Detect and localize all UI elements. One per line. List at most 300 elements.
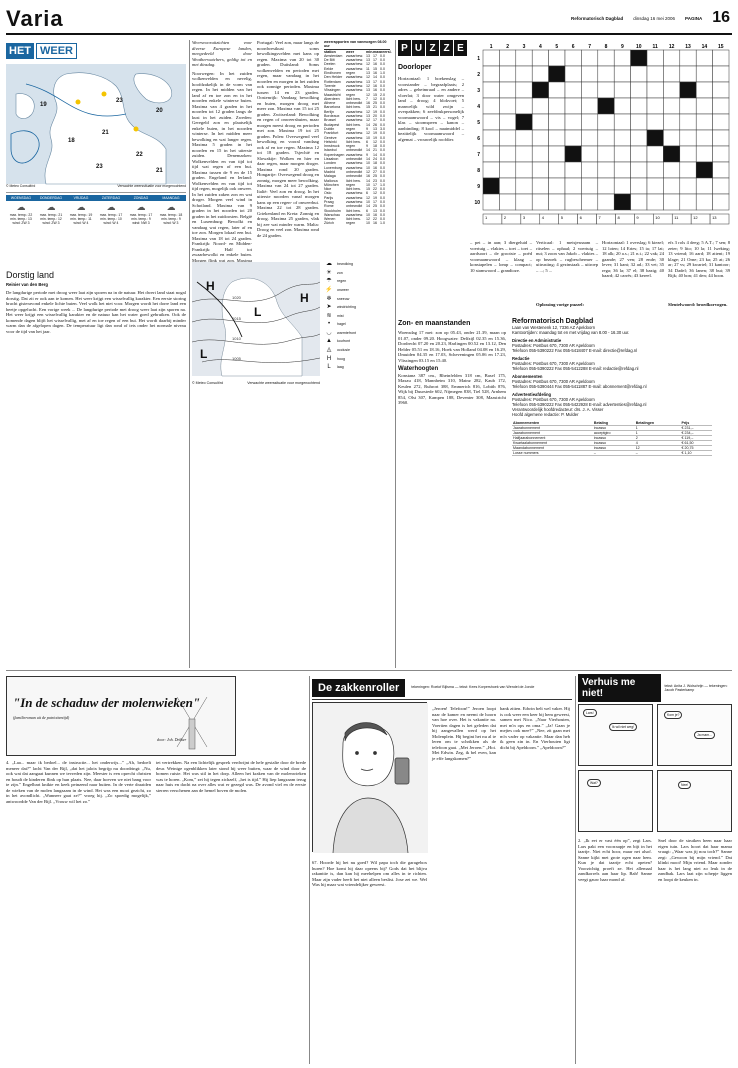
grid-row-number: 10 <box>474 200 480 206</box>
grid-cell[interactable] <box>598 114 614 130</box>
table-cell: licht bew. <box>346 96 361 101</box>
grid-cell[interactable] <box>614 82 630 98</box>
grid-cell[interactable] <box>696 66 712 82</box>
table-title: weerrapporten van vanmorgen 08.00 uur <box>324 40 390 50</box>
grid-cell[interactable] <box>680 66 696 82</box>
isobar-label: 1015 <box>232 316 241 321</box>
table-cell: zwaarbew. <box>346 53 363 58</box>
grid-cell[interactable] <box>581 130 597 146</box>
grid-cell[interactable] <box>565 130 581 146</box>
grid-cell[interactable] <box>516 178 532 194</box>
grid-cell[interactable] <box>581 50 597 66</box>
grid-cell[interactable] <box>549 50 565 66</box>
isobar-label: 1010 <box>232 336 241 341</box>
grid-row-number: 1 <box>477 56 480 62</box>
table-cell: 12 <box>366 118 370 123</box>
grid-cell[interactable] <box>696 178 712 194</box>
sun-moon-text: Woensdag 17 mei: zon op 05.43, onder 21.39, maan op 01.07, onder 09.20. Hoogwater: Delfzijl 02.35 en 15.36, Dordrecht 07.20 en 20.23, Harlingen 00.52 en 13.12, Den Helder 05.51 en 18.16, Hoek van Holland 04.08 en 16.29, IJmuiden 04.35 en 17.03, Scheveningen 05.06 en 17.23, Vlissingen 03.15 en 15.40. <box>398 330 506 363</box>
grid-cell[interactable] <box>614 162 630 178</box>
table-cell: € 1,10 <box>681 451 713 456</box>
speech-bubble: Ik wil niet weg! <box>609 723 637 731</box>
colophon-line: Postadres: Postbus 670, 7300 AR Apeldoorn <box>512 397 595 402</box>
grid-cell[interactable] <box>598 146 614 162</box>
grid-cell[interactable] <box>696 130 712 146</box>
legend-symbol-icon: ☂ <box>326 278 332 285</box>
grid-cell[interactable] <box>549 178 565 194</box>
grid-cell[interactable] <box>499 98 515 114</box>
grid-cell[interactable] <box>713 130 729 146</box>
table-cell: 14 <box>366 178 370 183</box>
grid-cell[interactable] <box>713 178 729 194</box>
grid-cell[interactable] <box>631 114 647 130</box>
table-cell: 0.0 <box>380 161 385 166</box>
grid-cell[interactable] <box>565 66 581 82</box>
legend-label: onweer <box>337 287 349 292</box>
grid-cell[interactable] <box>549 146 565 162</box>
table-cell: 18 <box>373 144 377 149</box>
table-cell: zwaarbew. <box>346 58 363 63</box>
grid-cell[interactable] <box>565 114 581 130</box>
grid-cell[interactable] <box>696 50 712 66</box>
table-cell: licht bew. <box>346 139 361 144</box>
grid-cell[interactable] <box>614 178 630 194</box>
colophon-line: Abonnementen <box>512 374 543 379</box>
grid-cell[interactable] <box>647 146 663 162</box>
table-cell: 10 <box>366 199 370 204</box>
grid-cell[interactable] <box>598 50 614 66</box>
table-cell: Amsterdam <box>324 53 343 58</box>
table-cell: 16 <box>373 71 377 76</box>
grid-cell[interactable] <box>516 50 532 66</box>
grid-cell[interactable] <box>581 194 597 210</box>
table-cell: 12 <box>366 92 370 97</box>
grid-cell[interactable] <box>499 82 515 98</box>
grid-cell[interactable] <box>598 162 614 178</box>
grid-cell[interactable] <box>647 194 663 210</box>
table-cell: 9 <box>366 144 368 149</box>
grid-cell[interactable] <box>713 162 729 178</box>
grid-cell[interactable] <box>532 146 548 162</box>
grid-cell[interactable] <box>565 162 581 178</box>
grid-cell[interactable] <box>696 146 712 162</box>
grid-cell[interactable] <box>483 82 499 98</box>
table-row <box>324 221 390 225</box>
table-cell: 10 <box>366 212 370 217</box>
legend-label: regen <box>337 279 347 284</box>
table-cell: Deelen <box>324 62 336 67</box>
table-cell: 27 <box>373 169 377 174</box>
solution-cell-number: 4 <box>541 215 545 220</box>
grid-cell[interactable] <box>614 98 630 114</box>
legend-label: zon <box>337 270 343 275</box>
grid-cell[interactable] <box>696 194 712 210</box>
grid-col-number: 1 <box>489 44 493 50</box>
grid-cell[interactable] <box>713 50 729 66</box>
grid-cell[interactable] <box>680 50 696 66</box>
grid-cell[interactable] <box>516 66 532 82</box>
table-cell: licht bew. <box>346 208 361 213</box>
table-cell: zwaarbew. <box>346 195 363 200</box>
grid-cell[interactable] <box>483 194 499 210</box>
grid-cell[interactable] <box>631 98 647 114</box>
forecast-line: max. temp.: 22 <box>9 213 33 217</box>
table-cell: neersl. <box>380 49 392 54</box>
grid-cell[interactable] <box>663 194 679 210</box>
grid-cell[interactable] <box>516 82 532 98</box>
forecast-line: min. temp.: 13 <box>10 217 32 221</box>
grid-cell[interactable] <box>663 50 679 66</box>
grid-col-number: 4 <box>539 44 542 50</box>
grid-cell[interactable] <box>663 178 679 194</box>
grid-cell[interactable] <box>713 114 729 130</box>
grid-cell[interactable] <box>499 50 515 66</box>
clue-column: – pet – in aan; 3 diergeluid – voertuig – vlaktes – toet – toet – aardsoort – de grootste – poëd voornaamwoord – klaag – konstapelen – lomp – compact; 10 stamwoord – grandioze. <box>470 240 532 273</box>
grid-cell[interactable] <box>565 98 581 114</box>
forecast-line: max. temp.: 19 <box>69 213 93 217</box>
grid-cell[interactable] <box>499 178 515 194</box>
table-cell: 17 <box>373 118 377 123</box>
table-cell: regen <box>346 71 356 76</box>
grid-row-number: 8 <box>477 168 480 174</box>
table-cell: 10 <box>366 182 370 187</box>
grid-cell[interactable] <box>499 130 515 146</box>
table-cell: Praag <box>324 199 334 204</box>
grid-cell[interactable] <box>549 162 565 178</box>
table-cell: 0.0 <box>380 208 385 213</box>
grid-cell[interactable] <box>614 194 630 210</box>
grid-cell[interactable] <box>565 146 581 162</box>
grid-cell[interactable] <box>532 162 548 178</box>
table-cell: 0.0 <box>380 79 385 84</box>
grid-cell[interactable] <box>680 82 696 98</box>
forecast-day-name: VRIJDAG <box>66 195 96 201</box>
legend-item <box>324 303 390 312</box>
grid-cell[interactable] <box>614 146 630 162</box>
table-cell: zwaarbew. <box>346 114 363 119</box>
table-cell: onbewolkt <box>346 157 363 162</box>
legend-item <box>324 329 390 338</box>
table-cell: 25 <box>373 174 377 179</box>
puzzle-logo-letter: E <box>454 40 467 56</box>
legend-symbol-icon: • <box>327 321 331 328</box>
grid-cell[interactable] <box>581 98 597 114</box>
grid-cell[interactable] <box>663 162 679 178</box>
grid-cell[interactable] <box>598 178 614 194</box>
table-cell: onbewolkt <box>346 101 363 106</box>
grid-cell[interactable] <box>516 98 532 114</box>
sun-moon-block <box>398 330 506 406</box>
table-cell: 25 <box>373 101 377 106</box>
colophon-line: Laan van Westenenk 12, 7336 AZ Apeldoorn <box>512 325 596 330</box>
table-cell: 12 <box>366 217 370 222</box>
grid-cell[interactable] <box>516 194 532 210</box>
grid-cell[interactable] <box>713 194 729 210</box>
table-cell: 0.0 <box>380 122 385 127</box>
table-cell: 6 <box>366 139 368 144</box>
grid-cell[interactable] <box>483 146 499 162</box>
grid-cell[interactable] <box>713 146 729 162</box>
grid-cell[interactable] <box>483 162 499 178</box>
table-cell: max. <box>373 49 382 54</box>
map-temp: 20 <box>156 108 163 114</box>
weather-legend <box>324 260 390 376</box>
serial-header <box>6 676 236 756</box>
column-text: De langdurige periode met droog weer laat zijn sporen na in de natuur. Het dwert land staat nogal dorstig. Dat zit er ook aan te komen. Het weer krijgt een wisselvallig karakter. Een eerste storing bracht gisteravond enkele lichte buien. Veel wolk het niet voor. Morgen wordt het dorre land een beetje opgelucht. Een vorige week ... De langdurige periode met droog weer laat zijn sporen na. Het weer krijgt een wisselvallig karakter en de natuur kan het water goed gebruiken. Ook de komende dagen blijft het wisselvallig, met af en toe regen of een bui. Het wordt daarbij minder warm dan de afgelopen dagen. De temperatuur ligt dan rond of iets onder het normale niveau voor de tijd van het jaar. <box>6 290 186 334</box>
zakkenroller-illustration <box>312 702 427 852</box>
map-temp: 23 <box>96 164 103 170</box>
grid-cell[interactable] <box>532 114 548 130</box>
grid-cell[interactable] <box>647 114 663 130</box>
grid-cell[interactable] <box>713 66 729 82</box>
table-cell: Luxemburg <box>324 165 342 170</box>
grid-cell[interactable] <box>647 82 663 98</box>
grid-cell[interactable] <box>516 146 532 162</box>
grid-cell[interactable] <box>581 114 597 130</box>
grid-cell[interactable] <box>631 178 647 194</box>
forecast-line: max. temp.: 17 <box>129 213 153 217</box>
zakkenroller-credits: tekeningen: Roelof Bijlsma — tekst: Kees Korpershoek van Wendel de Jonde <box>411 685 535 690</box>
grid-cell[interactable] <box>631 162 647 178</box>
table-cell: 17 <box>373 199 377 204</box>
colophon-line: Telefoon 055-5390444 Fax 055-5411887 E-mail: abonnement@refdag.nl <box>512 384 647 389</box>
grid-cell[interactable] <box>598 194 614 210</box>
grid-cell[interactable] <box>549 66 565 82</box>
grid-cell[interactable] <box>631 50 647 66</box>
grid-row-number: 2 <box>477 72 480 78</box>
colophon-title: Reformatorisch Dagblad <box>512 318 594 325</box>
grid-cell[interactable] <box>696 98 712 114</box>
grid-cell[interactable] <box>614 114 630 130</box>
grid-cell[interactable] <box>680 178 696 194</box>
table-cell: 2.0 <box>380 92 385 97</box>
grid-cell[interactable] <box>598 82 614 98</box>
grid-cell[interactable] <box>516 114 532 130</box>
grid-cell[interactable] <box>696 162 712 178</box>
grid-cell[interactable] <box>614 50 630 66</box>
forecast-line: min. temp.: 9 <box>131 217 151 221</box>
grid-row-number: 3 <box>477 88 480 94</box>
table-cell: 15 <box>366 105 370 110</box>
table-cell: 0.0 <box>380 88 385 93</box>
grid-cell[interactable] <box>614 130 630 146</box>
table-cell: 13 <box>366 58 370 63</box>
grid-cell[interactable] <box>516 130 532 146</box>
grid-cell[interactable] <box>532 178 548 194</box>
grid-cell[interactable] <box>581 66 597 82</box>
solution-cell-number: 6 <box>579 215 582 220</box>
grid-cell[interactable] <box>581 82 597 98</box>
grid-cell[interactable] <box>565 194 581 210</box>
grid-cell[interactable] <box>663 114 679 130</box>
legend-label: warmtefront <box>337 330 356 335</box>
table-cell: 13 <box>366 71 370 76</box>
table-cell: € 61,50 <box>681 441 713 446</box>
legend-label: occlusie <box>337 348 350 353</box>
grid-cell[interactable] <box>499 66 515 82</box>
grid-cell[interactable] <box>483 130 499 146</box>
grid-cell[interactable] <box>647 130 663 146</box>
weather-countries-1: Noorwegen: In het zuiden wolkenvelden en nevelig, hoofdzakelijk in de vorm van regen. In het midden van het land af en toe zon en in het noorden enkele winterse buien. Maxima van 4 graden in het noorden tot 12 graden langs de kust in het zuiden. Zweden: Geregeld zon en plaatselijk enkele buien, in het noorden winterse. In het midden meer bewolking en wat langer regen. Maxima 5 graden in het noorden en 15 in het uiterste zuiden. Denemarken: Wolkenvelden en van tijd tot tijd wat regen of een bui. Maxima tussen de 9 en de 15 graden. Engeland en Ierland: Wolkenvelden en van tijd tot tijd regen, mogelijk ook onweer. In het zuiden zaken zon en wat droger. Morgen veel wind in Schotland. Maxima van 9 graden in het noorden tot 20 graden in het zuidoosten. België en Luxemburg: Bewolkt en vandaag wat regen, later af en toe zon. Morgen lokaal een bui. Maxima van 18 tot 24 graden. Frankrijk: Noord- en Midden-Frankrijk: Half tot zwaarbewolkt en enkele buien. Morgen flink wat zon. Maxima <box>192 70 252 263</box>
zakkenroller-text-col3: bank zitten. Edwin belt wel vaker. Hij is ook weer een keer bij hem geweest, samen met Nico. „Naar Vierhouten, met m'n ops en oma.” „Ja! Gaan je mejtes ook mee?” „Nee, zit gaan met m'n vader op vakantie. Maar dan heb ik geen zin in. En Vierhouten ligt dicht bij Apeldoorn.” „Apeldoorn?” <box>500 706 570 750</box>
table-cell: 16 <box>373 221 377 226</box>
table-cell: 12 <box>366 169 370 174</box>
grid-cell[interactable] <box>581 146 597 162</box>
table-cell: zwaarbew. <box>346 118 363 123</box>
grid-cell[interactable] <box>581 162 597 178</box>
table-cell: acceptgiro <box>593 431 635 436</box>
grid-cell[interactable] <box>549 82 565 98</box>
table-cell: 10 <box>366 135 370 140</box>
grid-cell[interactable] <box>532 82 548 98</box>
grid-cell[interactable] <box>483 98 499 114</box>
colophon-line: Telefoon 055-5390222 Fax 055-5418407 E-mail: directie@refdag.nl <box>512 348 638 353</box>
grid-cell[interactable] <box>499 114 515 130</box>
grid-cell[interactable] <box>696 82 712 98</box>
grid-cell[interactable] <box>565 82 581 98</box>
grid-cell[interactable] <box>532 130 548 146</box>
table-cell: 21 <box>373 148 377 153</box>
cloud-icon: ☁ <box>166 201 176 212</box>
grid-cell[interactable] <box>647 162 663 178</box>
table-cell: 14 <box>366 204 370 209</box>
grid-cell[interactable] <box>680 162 696 178</box>
europe-weather-table <box>324 40 390 252</box>
grid-cell[interactable] <box>647 66 663 82</box>
grid-cell[interactable] <box>631 82 647 98</box>
table-cell: 0.0 <box>380 212 385 217</box>
grid-col-number: 6 <box>571 44 575 50</box>
map-caption <box>6 184 186 188</box>
table-cell: 21 <box>373 105 377 110</box>
grid-cell[interactable] <box>532 66 548 82</box>
table-cell: onbewolkt <box>346 204 363 209</box>
grid-cell[interactable] <box>549 114 565 130</box>
map-temp: 21 <box>102 130 109 136</box>
table-cell: 0.0 <box>380 169 385 174</box>
grid-cell[interactable] <box>549 98 565 114</box>
table-cell: zwaarbew. <box>346 131 363 136</box>
legend-label: sneeuw <box>337 296 350 301</box>
grid-cell[interactable] <box>647 178 663 194</box>
table-cell: zwaarbew. <box>346 212 363 217</box>
grid-cell[interactable] <box>631 130 647 146</box>
grid-cell[interactable] <box>499 194 515 210</box>
grid-cell[interactable] <box>516 162 532 178</box>
grid-cell[interactable] <box>631 194 647 210</box>
table-cell: 13 <box>373 208 377 213</box>
grid-cell[interactable] <box>499 162 515 178</box>
grid-cell[interactable] <box>499 146 515 162</box>
cloud-icon: ☁ <box>76 201 86 212</box>
zakkenroller-title: De zakkenroller <box>312 679 405 697</box>
grid-cell[interactable] <box>663 130 679 146</box>
grid-cell[interactable] <box>565 50 581 66</box>
grid-cell[interactable] <box>598 98 614 114</box>
grid-cell[interactable] <box>483 178 499 194</box>
grid-cell[interactable] <box>647 50 663 66</box>
table-cell: 0.0 <box>380 144 385 149</box>
grid-cell[interactable] <box>713 98 729 114</box>
solution-cell-number: 10 <box>655 215 660 220</box>
table-cell: 22 <box>373 217 377 222</box>
table-cell: € 234,– <box>681 431 713 436</box>
weather-intro: Weersvooruitzichten voor diverse Europese landen, meegedeeld door Weatherwatchers, geldig tot en met dinsdag. <box>192 40 252 67</box>
table-cell: 12 <box>373 191 377 196</box>
cloud-icon: ☁ <box>136 201 146 212</box>
legend-item <box>324 294 390 303</box>
table-cell: 0.0 <box>380 178 385 183</box>
grid-cell[interactable] <box>696 114 712 130</box>
table-cell: – <box>593 451 635 456</box>
table-cell: Genève <box>324 135 337 140</box>
legend-label: mist <box>337 313 344 318</box>
zakkenroller-header <box>312 676 572 700</box>
clue-column: efs 3 rols 4 deeg; 5 A.T.; 7 sen; 8 zeter; 9 lito; 10 la; 11 lweking; 13 vriend; 16 aard; 18 attent; 19 klage; 21 Orne; 23 ka; 25 at; 26 ar; 27 vs; 29 kwartel; 31 kantoor; 34 Dadel; 36 lanen; 38 bui; 39 Rijk; 40 bon; 41 den; 44 boon. <box>668 240 730 278</box>
grid-cell[interactable] <box>663 146 679 162</box>
grid-cell[interactable] <box>680 194 696 210</box>
serial-author: door: Joh. Dekker <box>157 737 187 742</box>
grid-cell[interactable] <box>483 66 499 82</box>
table-cell: 0.0 <box>380 96 385 101</box>
water-title: Waterhoogten <box>398 366 439 372</box>
table-cell: Bordeaux <box>324 114 340 119</box>
grid-cell[interactable] <box>483 114 499 130</box>
grid-cell[interactable] <box>680 130 696 146</box>
grid-cell[interactable] <box>581 178 597 194</box>
forecast-day <box>96 195 126 225</box>
grid-cell[interactable] <box>663 98 679 114</box>
grid-cell[interactable] <box>598 66 614 82</box>
table-cell: 0.0 <box>380 75 385 80</box>
grid-cell[interactable] <box>483 50 499 66</box>
grid-cell[interactable] <box>532 98 548 114</box>
grid-cell[interactable] <box>663 82 679 98</box>
zakkenroller-text-col2: „Jeroen! Telefoon!” Jeroen loopt naar de kamer en neemt de hoorn van hoe over. Het is vakantie na. Voertien dagen is het geleden dat hij aangevallen werd op het Molenplein. Hij begint het nu al te leren om te schrikken als de telefoon gaat. „Met Jeroen.” „Hoi. Met Edwin. Zeg, ik bel even, kan je effe langskomen?” <box>432 706 496 761</box>
grid-cell[interactable] <box>663 66 679 82</box>
grid-cell[interactable] <box>631 66 647 82</box>
table-cell: Lissabon <box>324 157 339 162</box>
colophon-line: Telefoon 055-5390222 Fax 055-5422928 E-mail: advertenties@refdag.nl <box>512 402 647 407</box>
table-cell: 15 <box>366 187 370 192</box>
table-cell: 16 <box>373 165 377 170</box>
grid-cell[interactable] <box>614 66 630 82</box>
solution-cell-number: 3 <box>522 215 526 220</box>
grid-cell[interactable] <box>532 194 548 210</box>
comic-panel <box>578 770 653 832</box>
table-cell: Losse nummers <box>512 451 593 456</box>
table-cell: Londen <box>324 161 336 166</box>
grid-cell[interactable] <box>549 194 565 210</box>
grid-cell[interactable] <box>680 98 696 114</box>
table-cell: 17 <box>373 79 377 84</box>
grid-cell[interactable] <box>713 82 729 98</box>
table-cell: 15 <box>373 92 377 97</box>
grid-cell[interactable] <box>598 130 614 146</box>
grid-cell[interactable] <box>565 178 581 194</box>
grid-cell[interactable] <box>532 50 548 66</box>
table-cell: 1.0 <box>380 182 385 187</box>
table-cell: Vlissingen <box>324 88 341 93</box>
grid-cell[interactable] <box>647 98 663 114</box>
table-cell: Malaga <box>324 174 336 179</box>
grid-cell[interactable] <box>549 130 565 146</box>
table-header-cell: Prijs <box>681 421 713 426</box>
grid-cell[interactable] <box>680 146 696 162</box>
speech-bubble: Kom je? <box>664 711 682 719</box>
grid-cell[interactable] <box>631 146 647 162</box>
grid-cell[interactable] <box>680 114 696 130</box>
table-cell: zwaarbew. <box>346 66 363 71</box>
